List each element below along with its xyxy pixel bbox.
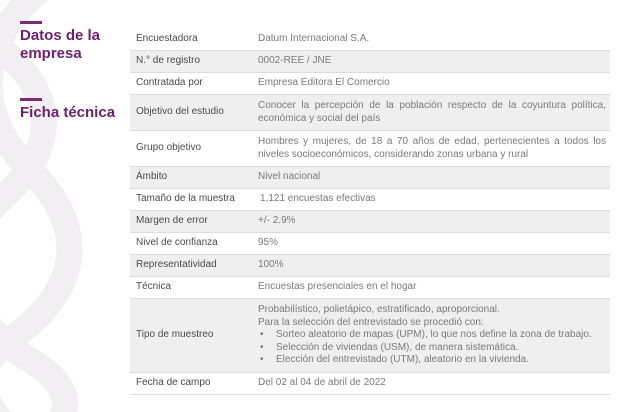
list-item: • Sorteo aleatorio de mapas (UPM), lo que nos define la zona de trabajo. xyxy=(258,329,606,342)
row-value: 100% xyxy=(258,259,284,271)
row-value: Empresa Editora El Comercio xyxy=(258,77,390,89)
table-row xyxy=(130,167,610,189)
technical-sheet-table xyxy=(130,29,610,395)
table-row xyxy=(130,29,610,51)
row-value: Conocer la percepción de la población respecto de la coyuntura política, económica y social del país xyxy=(258,100,606,124)
table-row xyxy=(130,373,610,395)
table-row xyxy=(130,131,610,167)
table-row xyxy=(130,95,610,131)
row-value: Hombres y mujeres, de 18 a 70 años de edad, pertenecientes a todos los niveles socioeconómicos, considerando zonas urbana y rural xyxy=(258,136,606,160)
section-title-ficha: Ficha técnica xyxy=(20,104,116,121)
row-label: Contratada por xyxy=(136,77,203,89)
row-label: Representatividad xyxy=(136,259,217,271)
row-label: Ámbito xyxy=(136,171,168,183)
row-label: Grupo objetivo xyxy=(136,142,202,154)
row-label: N.° de registro xyxy=(136,55,201,67)
row-value: 0002-REE / JNE xyxy=(258,55,332,67)
row-value: Del 02 al 04 de abril de 2022 xyxy=(258,377,386,389)
row-value xyxy=(258,304,610,367)
sampling-bullet-list xyxy=(258,329,606,367)
table-row xyxy=(130,299,610,373)
list-item: • Elección del entrevistado (UTM), aleatorio en la vivienda. xyxy=(258,354,606,367)
table-row xyxy=(130,233,610,255)
row-label: Objetivo del estudio xyxy=(136,106,224,118)
table-row xyxy=(130,73,610,95)
row-value: 95% xyxy=(258,237,279,249)
row-label: Margen de error xyxy=(136,215,208,227)
row-value: Nivel nacional xyxy=(258,171,321,183)
section-accent-bar xyxy=(20,98,42,101)
list-item: • Selección de viviendas (USM), de manera sistemática. xyxy=(258,342,606,355)
row-value: Encuestas presenciales en el hogar xyxy=(258,281,417,293)
table-row xyxy=(130,211,610,233)
table-row xyxy=(130,189,610,211)
sampling-line: Para la selección del entrevistado se procedió con: xyxy=(258,316,484,328)
row-label: Nivel de confianza xyxy=(136,237,218,249)
section-title-empresa: Datos de la empresa xyxy=(20,27,101,62)
row-label: Encuestadora xyxy=(136,33,198,45)
row-label: Fecha de campo xyxy=(136,377,211,389)
row-value: +/- 2.9% xyxy=(258,215,296,227)
row-label: Tamaño de la muestra xyxy=(136,193,235,205)
table-row xyxy=(130,277,610,299)
row-value: Datum Internacional S.A. xyxy=(258,33,370,45)
table-row xyxy=(130,255,610,277)
row-label: Tipo de muestreo xyxy=(136,329,214,341)
row-label: Técnica xyxy=(136,281,172,293)
section-accent-bar xyxy=(20,21,42,24)
sampling-line: Probabilístico, polietápico, estratificado, aproporcional. xyxy=(258,304,500,316)
table-row xyxy=(130,51,610,73)
row-value: 1,121 encuestas efectivas xyxy=(260,193,376,205)
